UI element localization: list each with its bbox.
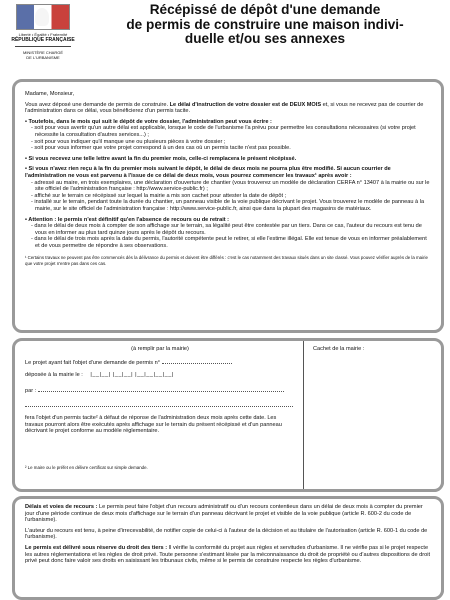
- stamp-label: Cachet de la mairie :: [313, 346, 365, 352]
- notification-paragraph: L'auteur du recours est tenu, à peine d'irrecevabilité, de notifier copie de celui-ci à l'auteur de la décision et au titulaire de l'autorisation (article R. 600-1 du code de l'urbanisme).: [25, 527, 428, 541]
- applicant-field[interactable]: [38, 385, 284, 392]
- appeals-heading: Délais et voies de recours :: [25, 504, 98, 510]
- section-1-heading: • Toutefois, dans le mois qui suit le dépôt de votre dossier, l'administration peut vous écrire :: [25, 118, 272, 125]
- section-3-item: - adressé au maire, en trois exemplaires, une déclaration d'ouverture de chantier (vous trouverez un modèle de déclaration CERFA n° 13407 à la mairie ou sur le site officiel de l'administration française : http://www.service-public.fr) ;: [31, 179, 430, 193]
- deposit-date-row: [25, 372, 295, 379]
- ministry-line-1: MINISTÈRE CHARGÉ: [22, 50, 63, 55]
- appeals-paragraph: [25, 504, 431, 524]
- greeting: Madame, Monsieur,: [25, 91, 75, 97]
- permit-number-label: Le projet ayant fait l'objet d'une demande de permis n°: [25, 359, 160, 366]
- motto: Liberté • Égalité • Fraternité: [18, 32, 68, 37]
- section-1-item: - soit pour vous informer que votre projet correspond à un des cas où un permis tacite n'est pas possible.: [31, 145, 291, 152]
- republic-label: RÉPUBLIQUE FRANÇAISE: [11, 37, 75, 43]
- tacit-permit-text: fera l'objet d'un permis tacite² à défaut de réponse de l'administration deux mois après cette date. Les travaux pourront alors être exécutés après affichage sur le terrain du présent récépissé et d'un panneau décrivant le projet conforme au modèle réglementaire.: [25, 414, 282, 435]
- section-2-heading: • Si vous recevez une telle lettre avant la fin du premier mois, celle-ci remplacera le présent récépissé.: [25, 155, 297, 162]
- title-line-3: duelle et/ou ses annexes: [184, 31, 346, 46]
- section-3-item: - installé sur le terrain, pendant toute la durée du chantier, un panneau visible de la voie publique décrivant le projet. Vous trouverez le modèle de panneau à la mairie, sur le site officiel de l'administration française : http://www.service-public.fr, ainsi que dans la plupart des magasins de matériaux.: [31, 199, 425, 212]
- section-4-item: - dans le délai de trois mois après la date du permis, l'autorité compétente peut le retirer, si elle l'estime illégal. Elle est tenue de vous en informer préalablement et de vous permettre de répondre à ses observations.: [31, 236, 427, 249]
- intro-paragraph: [25, 102, 431, 115]
- section-4-item: - dans le délai de deux mois à compter de son affichage sur le terrain, sa légalité peut être contestée par un tiers. Dans ce cas, l'auteur du recours est tenu de vous en informer au plus tard quinze jours après le dépôt du recours.: [31, 223, 422, 236]
- ministry-line-2: DE L'URBANISME: [26, 55, 60, 60]
- deposit-date-field[interactable]: |__|__| |__|__| |__|__|__|__|: [90, 372, 174, 379]
- applicant-field-2[interactable]: [25, 400, 293, 407]
- republic-logo: [7, 4, 79, 60]
- section-4-heading: • Attention : le permis n'est définitif qu'en l'absence de recours ou de retrait :: [25, 216, 230, 223]
- third-party-paragraph: [25, 545, 431, 565]
- marianne-flag-icon: [16, 4, 70, 30]
- form-footnote: ² Le maire ou le préfet en délivre certificat sur simple demande.: [25, 464, 148, 470]
- section-3-heading: • Si vous n'avez rien reçu à la fin du premier mois suivant le dépôt, le délai de deux mois ne pourra plus être modifié. Si aucun courrier de l'administration ne vous est parvenu à l'issue de ce délai de deux mois, vous pourrez commencer les travaux¹ après avoir :: [25, 166, 391, 179]
- section-1-item: - soit pour vous avertir qu'un autre délai est applicable, lorsque le code de l'urbanisme l'a prévu pour permettre les consultations nécessaires (si votre projet nécessite la consultation d'autres services...) ;: [31, 125, 416, 138]
- section-1-item: - soit pour vous indiquer qu'il manque une ou plusieurs pièces à votre dossier ;: [31, 138, 226, 145]
- stamp-area: [313, 346, 433, 353]
- notice-box: [12, 79, 444, 333]
- receipt-form: [12, 338, 444, 492]
- permit-number-row: [25, 357, 295, 367]
- fill-note: (à remplir par la mairie): [131, 346, 189, 352]
- intro-text: Vous avez déposé une demande de permis de construire.: [25, 101, 170, 108]
- divider: [15, 46, 71, 47]
- notice-footnote: ¹ Certains travaux ne peuvent pas être commencés dès la délivrance du permis et doivent être différés : c'est le cas notamment des travaux situés dans un site classé. Vous pouvez vérifier auprès de la mairie que votre projet n'entre pas dans ces cas.: [25, 255, 428, 266]
- intro-deadline: Le délai d'instruction de votre dossier est de DEUX MOIS: [169, 101, 322, 108]
- appeals-box: [12, 496, 444, 600]
- third-party-text: Il vérifie la conformité du projet aux règles et servitudes d'urbanisme. Il ne vérifie pas si le projet respecte les autres réglementations et les règles de droit privé. Toute personne s'estimant lésée par la méconnaissance du droit de propriété ou d'autres dispositions de droit privé peut donc faire valoir ses droits en saisissant les tribunaux civils, même si le permis de construire respecte les règles d'urbanisme.: [25, 544, 431, 565]
- permit-number-field[interactable]: [162, 357, 232, 364]
- title-line-1: Récépissé de dépôt d'une demande: [149, 2, 381, 17]
- section-3-item: - affiché sur le terrain ce récépissé sur lequel la mairie a mis son cachet pour attester la date de dépôt ;: [31, 192, 287, 199]
- title-line-2: de permis de construire une maison indivi-: [126, 16, 404, 32]
- third-party-heading: Le permis est délivré sous réserve du droit des tiers :: [25, 544, 168, 551]
- form-divider: [303, 341, 304, 489]
- applicant-label: par :: [25, 387, 37, 394]
- page-title: [84, 3, 446, 47]
- appeals-text: Le permis peut faire l'objet d'un recours administratif ou d'un recours contentieux dans un délai de deux mois à compter du premier jour d'une période continue de deux mois d'affichage sur le terrain d'un panneau décrivant le projet et visible de la voie publique (article R. 600-2 du code de l'urbanisme).: [25, 504, 423, 524]
- applicant-row-2: [25, 400, 295, 410]
- applicant-row: [25, 385, 295, 395]
- intro-tail: et, si vous ne recevez pas de courrier de l'administration dans ce délai, vous bénéficierez d'un permis tacite.: [25, 101, 424, 115]
- deposit-date-label: déposée à la mairie le :: [25, 372, 83, 379]
